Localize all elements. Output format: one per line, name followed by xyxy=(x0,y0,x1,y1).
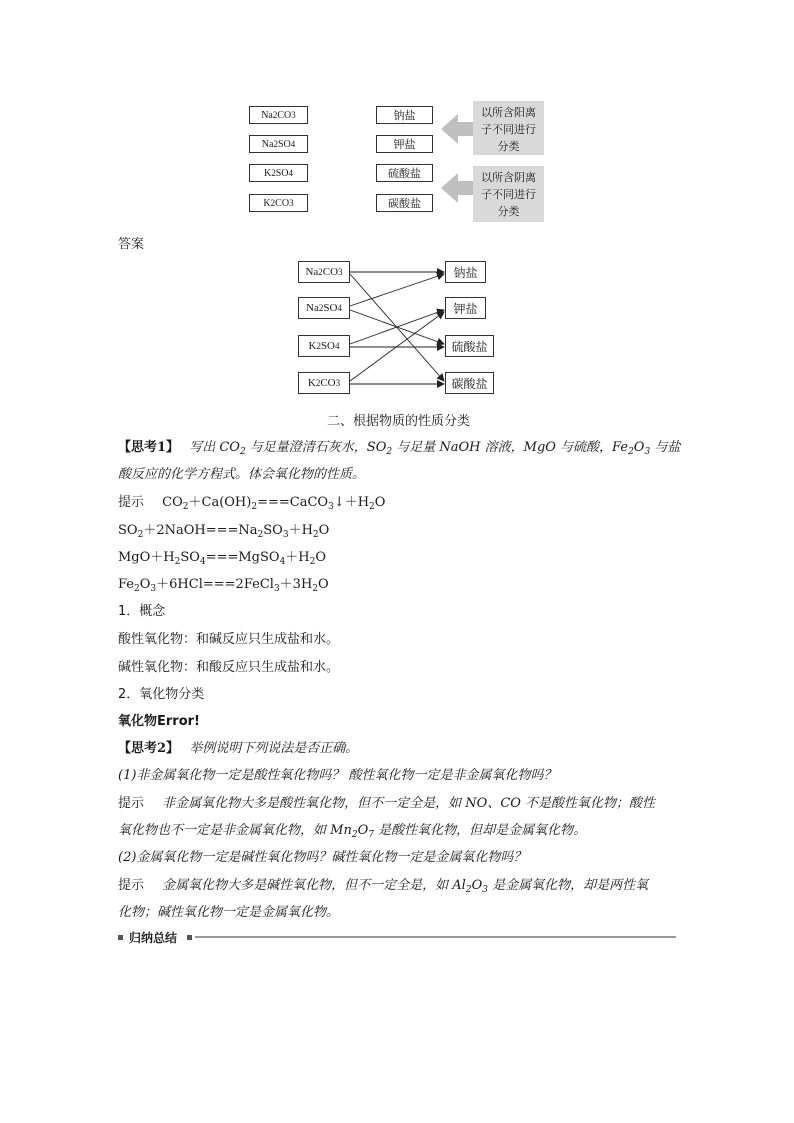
summary-divider xyxy=(195,936,676,938)
answer-category-carbonate: 碳酸盐 xyxy=(445,372,494,394)
think1-tag: 【思考1】 xyxy=(118,440,180,455)
summary-bullet-icon xyxy=(187,935,192,940)
think2-a2-line2: 化物；碱性氧化物一定是金属氧化物。 xyxy=(118,905,340,920)
equation-4: $Fe_2O_3+6HCl===2FeCl_3+3H_2O$ xyxy=(118,577,329,594)
think1-question-line2: 酸反应的化学方程式。体会氧化物的性质。 xyxy=(118,467,366,482)
think2-q1: (1)非金属氧化物一定是酸性氧化物吗？ 酸性氧化物一定是非金属氧化物吗？ xyxy=(118,768,557,783)
section-title: 二、根据物质的性质分类 xyxy=(327,414,471,429)
hint-label: 提示 xyxy=(118,495,145,510)
think2-a1-line2: 氧化物也不一定是非金属氧化物，如 $Mn_2O_7$ 是酸性氧化物，但却是金属氧化物。 xyxy=(118,823,587,840)
answer2-text: 金属氧化物大多是碱性氧化物，但不一定全是，如 $Al_2O_3$ 是金属氧化物，却是两性氧 xyxy=(162,878,649,895)
category-box-potassium-salt: 钾盐 xyxy=(376,135,433,153)
formula-box-na2so4: Na 2 SO 4 xyxy=(249,135,308,153)
answer-formula-k2co3: K 2 CO 3 xyxy=(298,372,350,394)
answer1-text: 非金属氧化物大多是酸性氧化物，但不一定全是，如 NO、CO 不是酸性氧化物；酸性 xyxy=(162,796,656,811)
classify-text: 氧化物Error! xyxy=(118,714,200,729)
answer-formula-k2so4: K 2 SO 4 xyxy=(298,335,350,357)
think2-question: 举例说明下列说法是否正确。 xyxy=(189,741,359,756)
category-box-sulfate: 硫酸盐 xyxy=(376,164,433,182)
answer-label: 答案 xyxy=(118,237,145,252)
classify-heading: 2．氧化物分类 xyxy=(118,687,205,702)
equation-2: $SO_2+2NaOH===Na_2SO_3+H_2O$ xyxy=(118,523,330,540)
hint-label: 提示 xyxy=(118,878,145,893)
category-box-sodium-salt: 钠盐 xyxy=(376,106,433,124)
concept-heading: 1．概念 xyxy=(118,604,166,619)
note-cation-classification: 以所含阳离子不同进行分类 xyxy=(473,101,544,155)
answer-formula-na2co3: Na 2 CO 3 xyxy=(298,261,350,283)
concept-acidic-oxide: 酸性氧化物：和碱反应只生成盐和水。 xyxy=(118,632,340,647)
category-box-carbonate: 碳酸盐 xyxy=(376,194,433,212)
think2-tag: 【思考2】 xyxy=(118,741,180,756)
hint-label: 提示 xyxy=(118,796,145,811)
answer-formula-na2so4: Na 2 SO 4 xyxy=(298,297,350,319)
arrow-k2co3-to-potassium-salt xyxy=(350,312,444,381)
formula-box-k2co3: K 2 CO 3 xyxy=(249,194,308,212)
equation-1: $CO_2+Ca(OH)_2===CaCO_3↓+H_2O$ xyxy=(162,495,386,512)
think1-question: 写出 $CO_2$ 与足量澄清石灰水，$SO_2$ 与足量 NaOH 溶液，MgO 与硫酸，$Fe_2O_3$ 与盐 xyxy=(189,440,681,457)
think2-q2: (2)金属氧化物一定是碱性氧化物吗？碱性氧化物一定是金属氧化物吗？ xyxy=(118,850,527,865)
summary-heading: 归纳总结 xyxy=(129,931,178,945)
formula-box-na2co3: Na 2 CO 3 xyxy=(249,106,308,124)
summary-bullet-icon xyxy=(118,935,123,940)
answer-category-sodium-salt: 钠盐 xyxy=(445,261,486,283)
think2-a2-line1 xyxy=(118,874,648,893)
think2-a1-line1 xyxy=(118,792,655,811)
equation-3: $MgO+H_2SO_4===MgSO_4+H_2O$ xyxy=(118,550,327,567)
think1-question-line1 xyxy=(118,436,680,455)
formula-box-k2so4: K 2 SO 4 xyxy=(249,164,308,182)
think1-hint-eq1 xyxy=(118,491,385,510)
answer-category-sulfate: 硫酸盐 xyxy=(445,335,494,357)
concept-basic-oxide: 碱性氧化物：和酸反应只生成盐和水。 xyxy=(118,660,340,675)
think2-question-line xyxy=(118,737,358,756)
answer-category-potassium-salt: 钾盐 xyxy=(445,297,486,319)
note-anion-classification: 以所含阴离子不同进行分类 xyxy=(473,166,544,222)
